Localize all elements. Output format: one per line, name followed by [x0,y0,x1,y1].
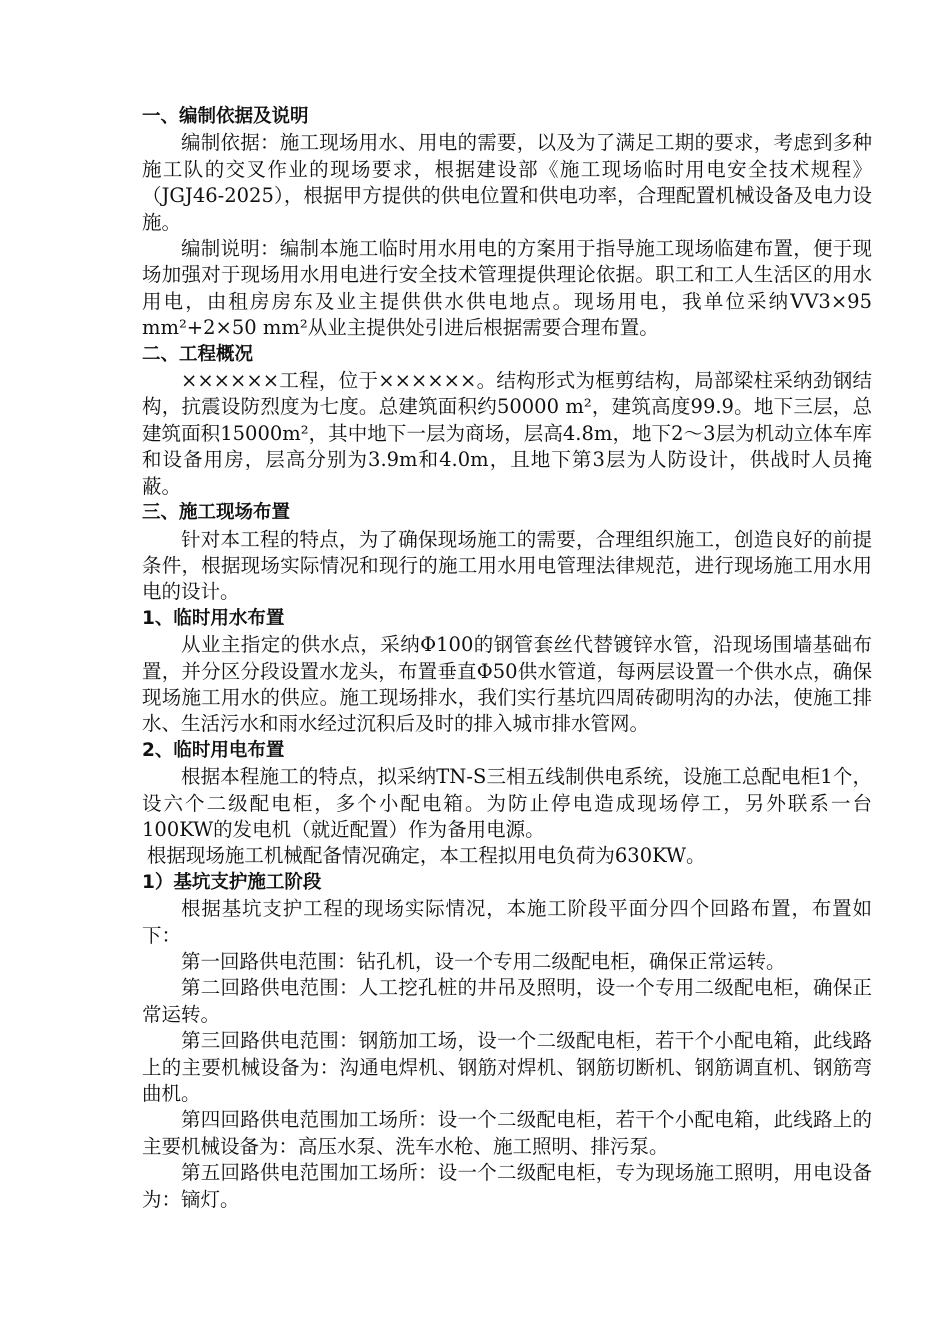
paragraph-circuit-1: 第一回路供电范围：钻孔机，设一个专用二级配电柜，确保正常运转。 [181,950,786,973]
heading-basis: 一、编制依据及说明 [142,106,309,127]
paragraph-circuit-3: 第三回路供电范围：钢筋加工场，设一个二级配电柜，若干个小配电箱，此线路上的主要机械设备为：沟通电焊机、钢筋对焊机、钢筋切断机、钢筋调直机、钢筋弯曲机。 [142,1029,872,1106]
paragraph-foundation-stage: 根据基坑支护工程的现场实际情况，本施工阶段平面分四个回路布置，布置如下： [142,897,872,947]
paragraph-description: 编制说明：编制本施工临时用水用电的方案用于指导施工现场临建布置，便于现场加强对于现场用水用电进行安全技术管理提供理论依据。职工和工人生活区的用水用电，由租房房东及业主提供供水供电地点。现场用电，我单位采纳VV3×95 mm²+2×50 mm²从业主提供处引进后根据需要合理布置。 [142,237,872,340]
paragraph-site-layout: 针对本工程的特点，为了确保现场施工的需要，合理组织施工，创造良好的前提条件，根据现场实际情况和现行的施工用水用电管理法律规范，进行现场施工用水用电的设计。 [142,527,872,604]
paragraph-basis: 编制依据：施工现场用水、用电的需要，以及为了满足工期的要求，考虑到多种施工队的交叉作业的现场要求，根据建设部《施工现场临时用电安全技术规程》（JGJ46-2025），根据甲方提供的供电位置和供电功率，合理配置机械设备及电力设施。 [142,131,872,234]
paragraph-temporary-water: 从业主指定的供水点，采纳Φ100的钢管套丝代替镀锌水管，沿现场围墙基础布置，并分区分段设置水龙头，布置垂直Φ50供水管道，每两层设置一个供水点，确保现场施工用水的供应。施工现场排水，我们实行基坑四周砖砌明沟的办法，使施工排水、生活污水和雨水经过沉积后及时的排入城市排水管网。 [142,633,872,736]
heading-temporary-water: 1、临时用水布置 [142,607,285,629]
heading-temporary-power: 2、临时用电布置 [142,739,285,761]
paragraph-circuit-5: 第五回路供电范围加工场所：设一个二级配电柜，专为现场施工照明，用电设备为：镝灯。 [142,1161,872,1211]
paragraph-circuit-4: 第四回路供电范围加工场所：设一个二级配电柜，若干个小配电箱，此线路上的主要机械设备为：高压水泵、洗车水枪、施工照明、排污泵。 [142,1108,872,1158]
heading-foundation-stage: 1）基坑支护施工阶段 [142,871,322,893]
paragraph-overview: ××××××工程，位于××××××。结构形式为框剪结构，局部梁柱采纳劲钢结构，抗震设防烈度为七度。总建筑面积约50000 m²，建筑高度99.9。地下三层，总建筑面积15000m²，其中地下一层为商场，层高4.8m，地下2～3层为机动立体车库和设备用房，层高分别为3.9m和4.0m，且地下第3层为人防设计，供战时人员掩蔽。 [142,369,872,498]
document-body [142,104,872,1213]
paragraph-circuit-2: 第二回路供电范围：人工挖孔桩的井吊及照明，设一个专用二级配电柜，确保正常运转。 [142,976,872,1026]
heading-site-layout: 三、施工现场布置 [142,502,291,524]
heading-overview: 二、工程概况 [142,343,254,365]
paragraph-temporary-power: 根据本程施工的特点，拟采纳TN-S三相五线制供电系统，设施工总配电柜1个，设六个二级配电柜，多个小配电箱。为防止停电造成现场停工，另外联系一台100KW的发电机（就近配置）作为备用电源。 [142,765,872,841]
paragraph-power-load: 根据现场施工机械配备情况确定，本工程拟用电负荷为630KW。 [146,844,706,868]
